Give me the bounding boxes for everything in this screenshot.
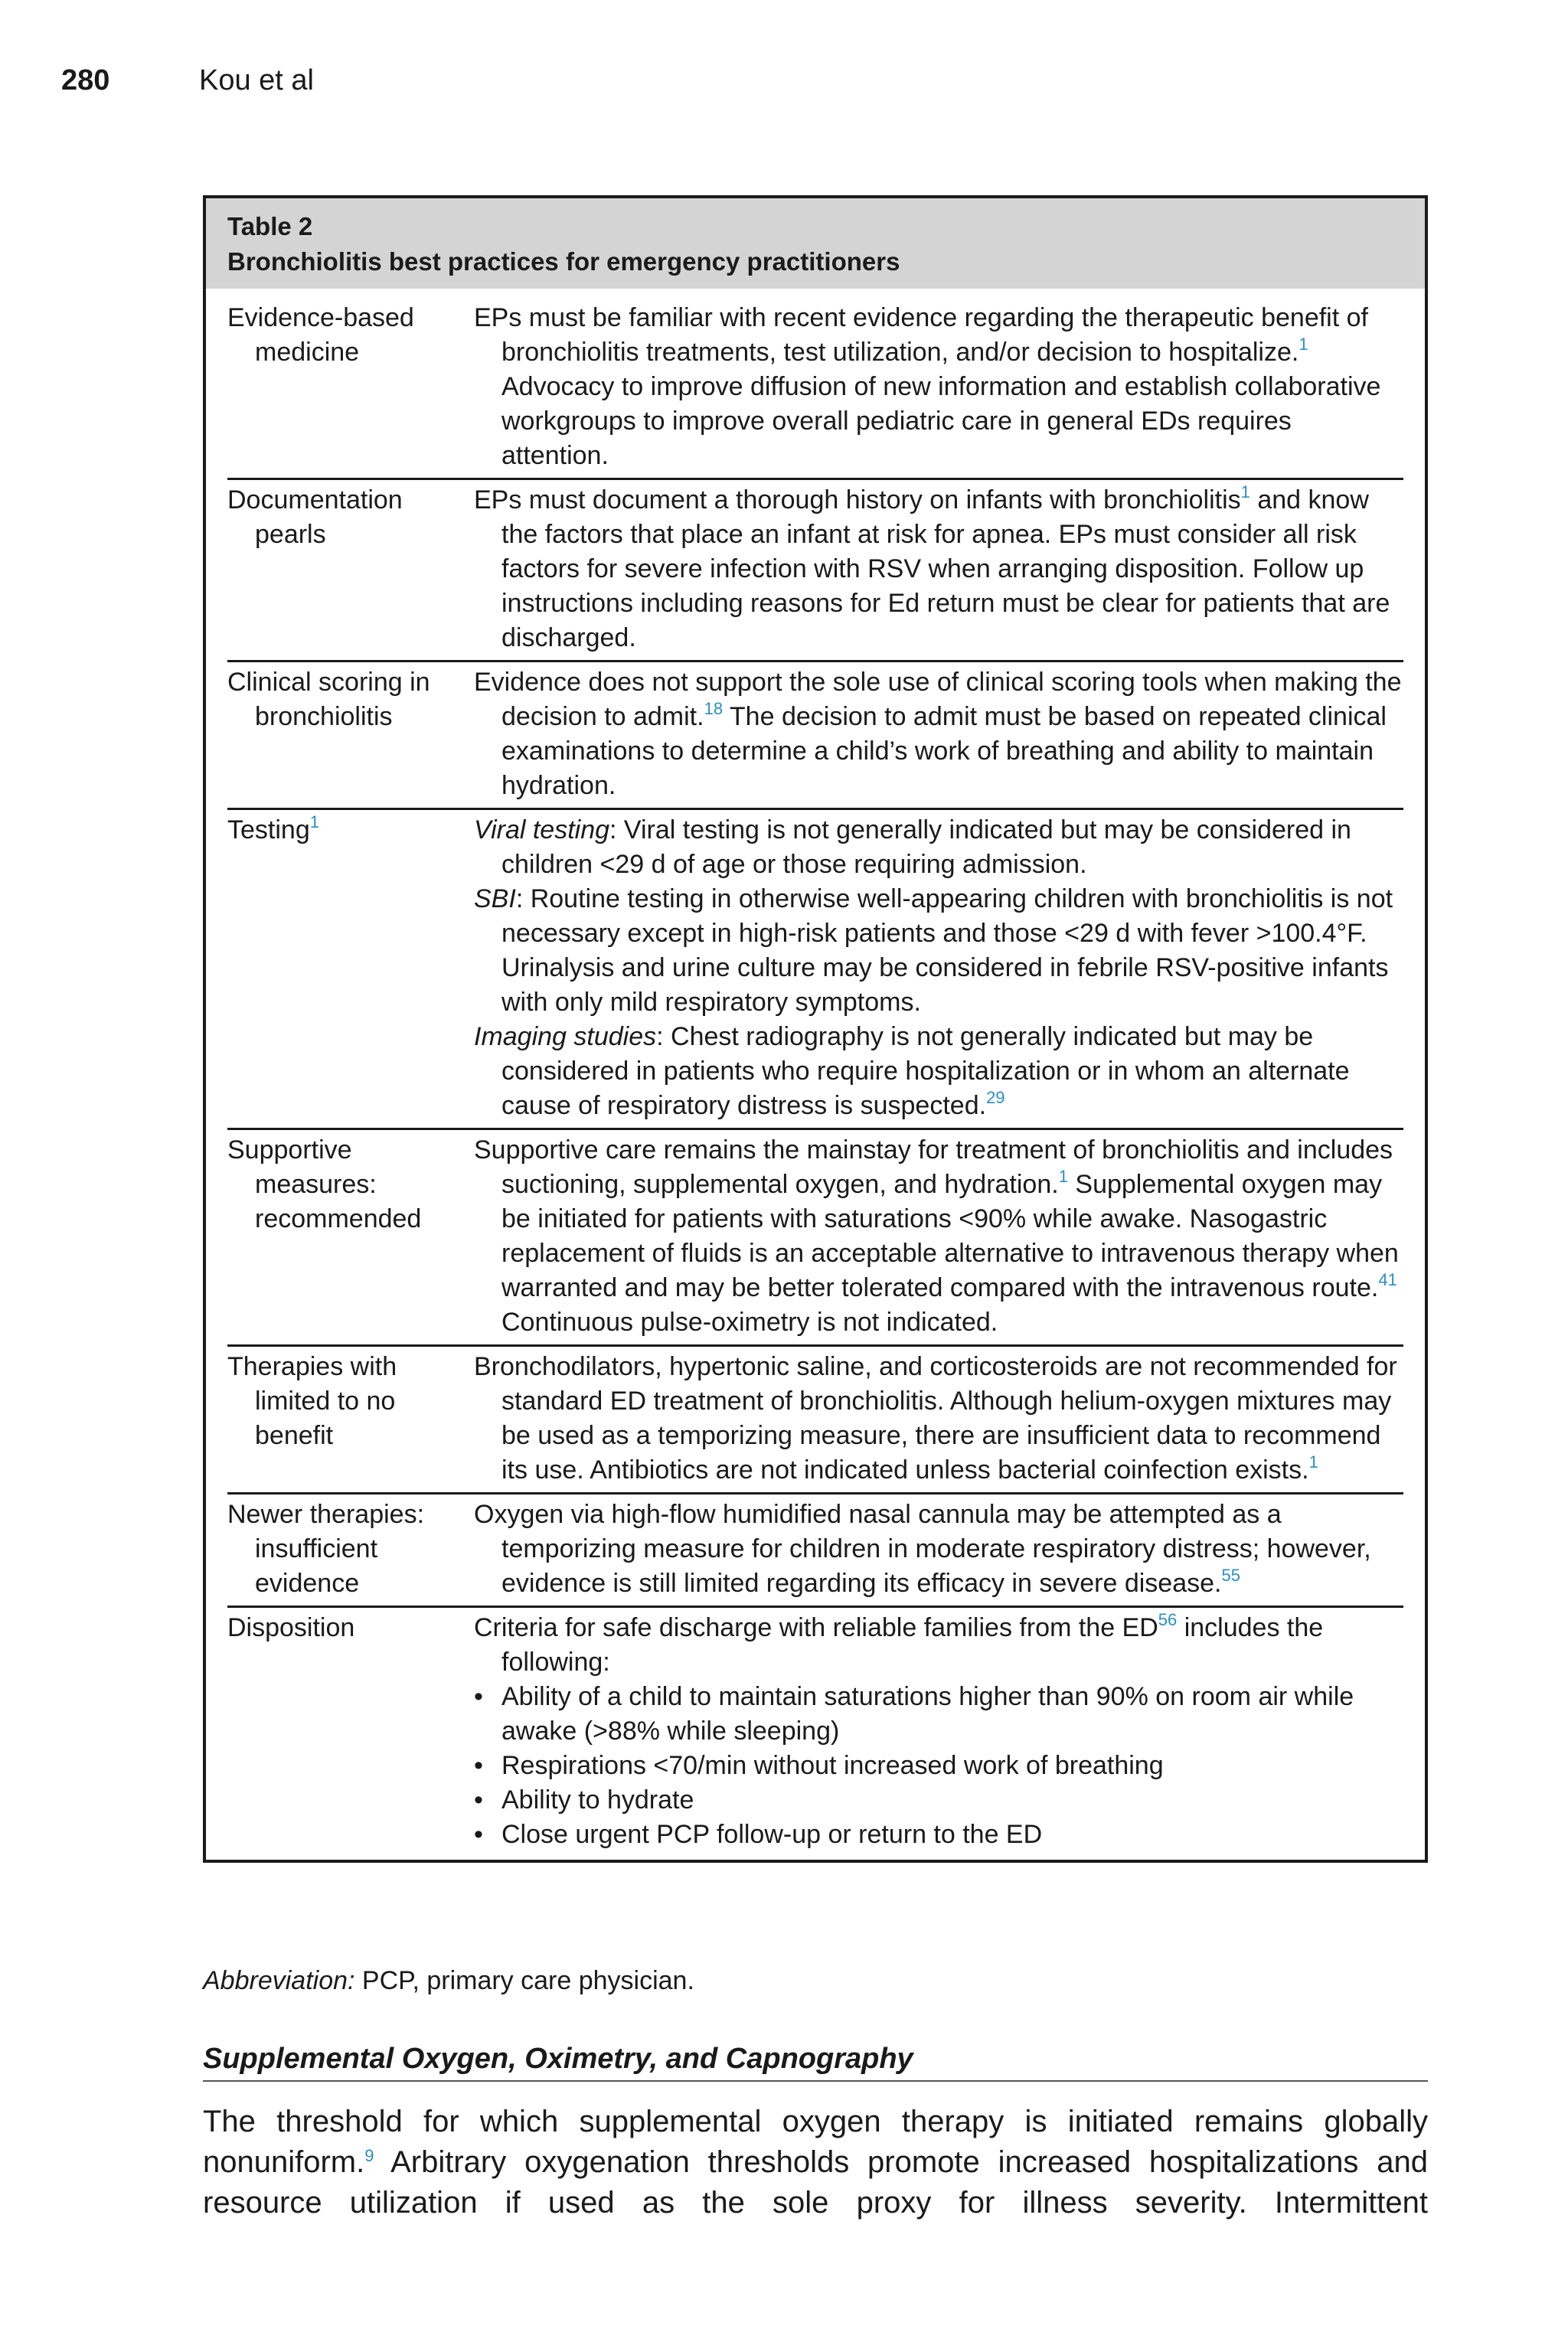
text-run: Advocacy to improve diffusion of new information and establish collaborative workgroups to improve overall pediatric care in general EDs requires attention. bbox=[501, 372, 1381, 470]
reference-superscript: 18 bbox=[704, 699, 724, 718]
table-body bbox=[206, 289, 1425, 1860]
content-paragraph bbox=[474, 1133, 1403, 1340]
table-row bbox=[227, 1130, 1403, 1347]
reference-superscript: 1 bbox=[309, 812, 319, 831]
abbreviation-text: PCP, primary care physician. bbox=[354, 1966, 694, 1995]
section-heading: Supplemental Oxygen, Oximetry, and Capnography bbox=[203, 2043, 1428, 2082]
criteria-item: • Ability of a child to maintain saturations higher than 90% on room air while awake (>88% while sleeping) bbox=[474, 1680, 1403, 1749]
row-content bbox=[474, 1133, 1403, 1340]
content-paragraph bbox=[474, 1498, 1403, 1601]
text-run: Continuous pulse-oximetry is not indicated. bbox=[501, 1308, 998, 1337]
row-label-text: Disposition bbox=[227, 1613, 355, 1642]
reference-superscript: 1 bbox=[1058, 1167, 1068, 1186]
row-label bbox=[227, 1350, 474, 1488]
page-header bbox=[61, 64, 314, 97]
text-run: Oxygen via high-flow humidified nasal cannula may be attempted as a temporizing measure for children in moderate respiratory distress; however, evidence is still limited regarding its efficacy in severe disease. bbox=[474, 1500, 1371, 1598]
criteria-list bbox=[474, 1680, 1403, 1852]
row-label bbox=[227, 301, 474, 473]
italic-term: SBI bbox=[474, 884, 516, 913]
table-number: Table 2 bbox=[227, 212, 313, 240]
reference-superscript: 1 bbox=[1240, 482, 1250, 501]
text-run: : Viral testing is not generally indicated but may be considered in children <29 d of age or those requiring admission. bbox=[501, 815, 1351, 879]
row-content bbox=[474, 1611, 1403, 1852]
table-row bbox=[227, 1494, 1403, 1608]
content-paragraph bbox=[474, 1350, 1403, 1488]
content-paragraph bbox=[474, 483, 1403, 655]
text-run: EPs must be familiar with recent evidence regarding the therapeutic benefit of bronchiolitis treatments, test utilization, and/or decision to hospitalize. bbox=[474, 303, 1368, 367]
reference-superscript: 56 bbox=[1158, 1610, 1178, 1629]
running-head: Kou et al bbox=[199, 64, 314, 96]
row-label bbox=[227, 665, 474, 803]
criteria-item: • Close urgent PCP follow-up or return to the ED bbox=[474, 1818, 1403, 1852]
row-label bbox=[227, 813, 474, 1123]
text-run: The threshold for which supplemental oxygen therapy is initiated remains globally nonuniform. bbox=[203, 2105, 1428, 2179]
text-run: : Chest radiography is not generally indicated but may be considered in patients who require hospitalization or in whom an alternate cause of respiratory distress is suspected. bbox=[501, 1022, 1350, 1120]
content-paragraph bbox=[474, 882, 1403, 1020]
row-label-text: Testing bbox=[227, 815, 310, 844]
row-label bbox=[227, 483, 474, 655]
text-run: Bronchodilators, hypertonic saline, and corticosteroids are not recommended for standard ED treatment of bronchiolitis. Although helium-oxygen mixtures may be used as a temporizing measure, there are insufficient data to recommend its use. Antibiotics are not indicated unless bacterial coinfection exists. bbox=[474, 1352, 1397, 1485]
reference-superscript: 1 bbox=[1298, 335, 1308, 354]
row-label-text: Newer therapies: insufficient evidence bbox=[227, 1500, 425, 1598]
row-label-text: Clinical scoring in bronchiolitis bbox=[227, 668, 430, 731]
reference-superscript: 41 bbox=[1378, 1270, 1397, 1289]
content-paragraph bbox=[474, 1020, 1403, 1123]
italic-term: Imaging studies bbox=[474, 1022, 657, 1051]
reference-superscript: 1 bbox=[1308, 1452, 1318, 1472]
italic-term: Viral testing bbox=[474, 815, 610, 844]
text-run: EPs must document a thorough history on infants with bronchiolitis bbox=[474, 485, 1241, 514]
text-run: includes the following: bbox=[501, 1613, 1324, 1677]
content-paragraph bbox=[474, 1611, 1403, 1680]
text-run: Arbitrary oxygenation thresholds promote increased hospitalizations and resource utilization if used as the sole proxy for illness severity. Intermittent bbox=[203, 2145, 1428, 2220]
text-run: The decision to admit must be based on repeated clinical examinations to determine a child’s work of breathing and ability to maintain hydration. bbox=[501, 702, 1387, 800]
table-row bbox=[227, 662, 1403, 810]
reference-superscript: 9 bbox=[364, 2146, 374, 2165]
row-label bbox=[227, 1133, 474, 1340]
row-label-text: Therapies with limited to no benefit bbox=[227, 1352, 397, 1450]
body-paragraph bbox=[203, 2102, 1428, 2223]
content-paragraph bbox=[474, 665, 1403, 803]
reference-superscript: 55 bbox=[1221, 1566, 1240, 1585]
row-label bbox=[227, 1498, 474, 1601]
criteria-item: • Ability to hydrate bbox=[474, 1783, 1403, 1818]
text-run: Supportive care remains the mainstay for treatment of bronchiolitis and includes suctioning, supplemental oxygen, and hydration. bbox=[474, 1135, 1393, 1199]
row-content bbox=[474, 1498, 1403, 1601]
content-paragraph bbox=[474, 813, 1403, 882]
table-row bbox=[227, 810, 1403, 1130]
row-label-text: Evidence-based medicine bbox=[227, 303, 414, 367]
reference-superscript: 29 bbox=[986, 1088, 1005, 1107]
row-label-text: Documentation pearls bbox=[227, 485, 403, 549]
row-content bbox=[474, 813, 1403, 1123]
criteria-item: • Respirations <70/min without increased work of breathing bbox=[474, 1749, 1403, 1783]
abbreviation-label: Abbreviation: bbox=[203, 1966, 355, 1995]
row-content bbox=[474, 1350, 1403, 1488]
table-title: Bronchiolitis best practices for emergency practitioners bbox=[227, 247, 900, 276]
row-content bbox=[474, 665, 1403, 803]
text-run: and know the factors that place an infant at risk for apnea. EPs must consider all risk factors for severe infection with RSV when arranging disposition. Follow up instructions including reasons for Ed return must be clear for patients that are discharged. bbox=[501, 485, 1390, 652]
content-paragraph bbox=[474, 301, 1403, 473]
table-row bbox=[227, 298, 1403, 480]
table-footnote bbox=[203, 1966, 694, 1996]
row-label bbox=[227, 1611, 474, 1852]
row-content bbox=[474, 483, 1403, 655]
text-run: Evidence does not support the sole use of clinical scoring tools when making the decision to admit. bbox=[474, 668, 1402, 731]
text-run: Supplemental oxygen may be initiated for patients with saturations <90% while awake. Nasogastric replacement of fluids is an acceptable alternative to intravenous therapy when warranted and may be better tolerated compared with the intravenous route. bbox=[501, 1170, 1399, 1302]
table-row bbox=[227, 1608, 1403, 1857]
row-label-text: Supportive measures: recommended bbox=[227, 1135, 422, 1233]
best-practices-table bbox=[203, 195, 1428, 1863]
row-content bbox=[474, 301, 1403, 473]
text-run: : Routine testing in otherwise well-appearing children with bronchiolitis is not necessary except in high-risk patients and those <29 d with fever >100.4°F. Urinalysis and urine culture may be considered in febrile RSV-positive infants with only mild respiratory symptoms. bbox=[501, 884, 1393, 1017]
table-caption bbox=[206, 198, 1425, 289]
table-row bbox=[227, 480, 1403, 662]
page-number: 280 bbox=[61, 64, 110, 96]
table-row bbox=[227, 1347, 1403, 1494]
text-run: Criteria for safe discharge with reliable families from the ED bbox=[474, 1613, 1158, 1642]
